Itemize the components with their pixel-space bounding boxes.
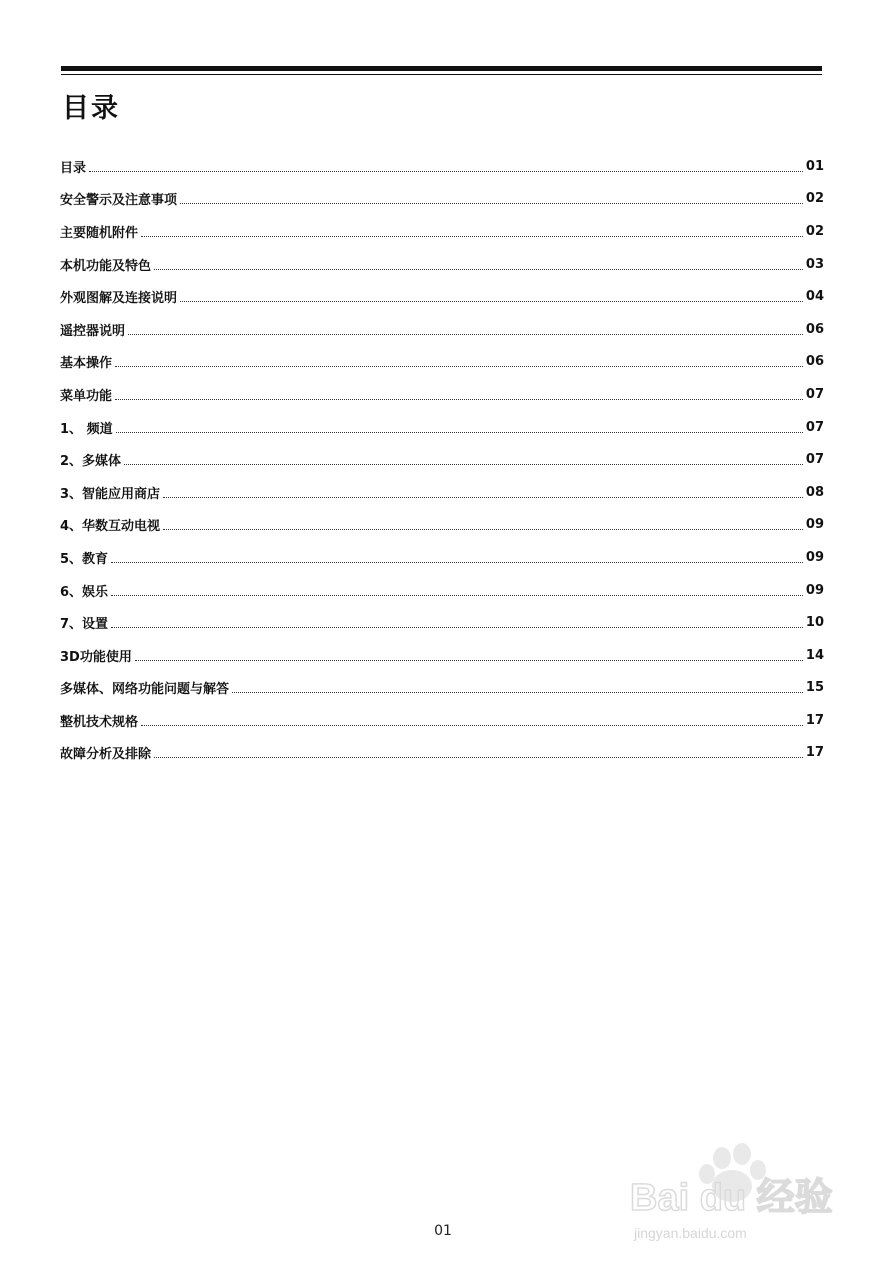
- toc-entry: [60, 248, 824, 281]
- toc-entry-label: 2、多媒体: [60, 454, 122, 470]
- toc-entry-page: 07: [805, 419, 824, 435]
- toc-entry: [60, 183, 824, 216]
- toc-entry-label: 外观图解及连接说明: [60, 291, 178, 307]
- toc-dot-leader: [115, 399, 803, 400]
- toc-entry: [60, 509, 824, 542]
- toc-entry-page: 14: [805, 647, 824, 663]
- toc-entry-label: 基本操作: [60, 356, 113, 372]
- watermark-url: jingyan.baidu.com: [634, 1225, 747, 1241]
- toc-entry-page: 07: [805, 452, 824, 468]
- toc-entry-page: 08: [805, 484, 824, 500]
- watermark-brand: Bai du 经验: [630, 1177, 833, 1219]
- toc-entry: [60, 378, 824, 411]
- toc-dot-leader: [180, 203, 803, 204]
- toc-entry-label: 3D功能使用: [60, 649, 132, 665]
- toc-dot-leader: [163, 497, 803, 498]
- header-rule-thick: [61, 66, 822, 71]
- page-number: 01: [434, 1223, 452, 1239]
- toc-entry: [60, 313, 824, 346]
- toc-entry-label: 4、华数互动电视: [60, 519, 161, 535]
- toc-entry-label: 本机功能及特色: [60, 258, 152, 274]
- toc-dot-leader: [124, 464, 803, 465]
- toc-dot-leader: [89, 171, 803, 172]
- toc-entry-page: 09: [805, 549, 824, 565]
- toc-entry: [60, 541, 824, 574]
- table-of-contents: [60, 150, 824, 769]
- toc-entry-page: 02: [805, 191, 824, 207]
- toc-entry-label: 整机技术规格: [60, 714, 139, 730]
- toc-entry-label: 5、教育: [60, 551, 109, 567]
- toc-entry: [60, 443, 824, 476]
- toc-entry: [60, 476, 824, 509]
- toc-entry-page: 03: [805, 256, 824, 272]
- toc-entry: [60, 639, 824, 672]
- toc-dot-leader: [141, 236, 803, 237]
- toc-dot-leader: [154, 269, 803, 270]
- page-title: 目录: [62, 93, 120, 124]
- toc-entry-page: 04: [805, 289, 824, 305]
- toc-dot-leader: [128, 334, 803, 335]
- toc-entry-page: 09: [805, 582, 824, 598]
- toc-dot-leader: [154, 757, 803, 758]
- toc-entry: [60, 346, 824, 379]
- toc-entry-label: 目录: [60, 160, 87, 176]
- toc-dot-leader: [111, 595, 803, 596]
- header-rule-thin: [61, 74, 822, 75]
- toc-entry-page: 10: [805, 615, 824, 631]
- toc-entry: [60, 411, 824, 444]
- toc-entry-label: 6、娱乐: [60, 584, 109, 600]
- toc-entry-page: 09: [805, 517, 824, 533]
- toc-entry-page: 07: [805, 386, 824, 402]
- toc-entry-label: 故障分析及排除: [60, 747, 152, 763]
- toc-entry: [60, 704, 824, 737]
- toc-entry: [60, 737, 824, 770]
- toc-entry-label: 多媒体、网络功能问题与解答: [60, 682, 230, 698]
- toc-dot-leader: [163, 529, 803, 530]
- toc-entry-page: 02: [805, 223, 824, 239]
- toc-entry-page: 06: [805, 354, 824, 370]
- toc-entry: [60, 150, 824, 183]
- toc-dot-leader: [135, 660, 803, 661]
- toc-entry-page: 06: [805, 321, 824, 337]
- toc-entry: [60, 606, 824, 639]
- toc-dot-leader: [141, 725, 803, 726]
- toc-entry: [60, 280, 824, 313]
- toc-dot-leader: [115, 366, 803, 367]
- toc-entry-label: 7、设置: [60, 617, 109, 633]
- toc-entry-label: 1、 频道: [60, 421, 113, 437]
- toc-dot-leader: [180, 301, 803, 302]
- toc-dot-leader: [111, 562, 803, 563]
- toc-entry-page: 01: [805, 158, 824, 174]
- toc-entry: [60, 215, 824, 248]
- toc-entry-page: 17: [805, 745, 824, 761]
- toc-entry-label: 安全警示及注意事项: [60, 193, 178, 209]
- toc-dot-leader: [232, 692, 803, 693]
- toc-entry-label: 3、智能应用商店: [60, 486, 161, 502]
- toc-entry-label: 遥控器说明: [60, 323, 126, 339]
- toc-entry: [60, 574, 824, 607]
- toc-entry: [60, 672, 824, 705]
- toc-entry-page: 17: [805, 712, 824, 728]
- toc-entry-label: 主要随机附件: [60, 225, 139, 241]
- toc-dot-leader: [111, 627, 803, 628]
- toc-dot-leader: [116, 432, 803, 433]
- toc-entry-label: 菜单功能: [60, 388, 113, 404]
- toc-entry-page: 15: [805, 680, 824, 696]
